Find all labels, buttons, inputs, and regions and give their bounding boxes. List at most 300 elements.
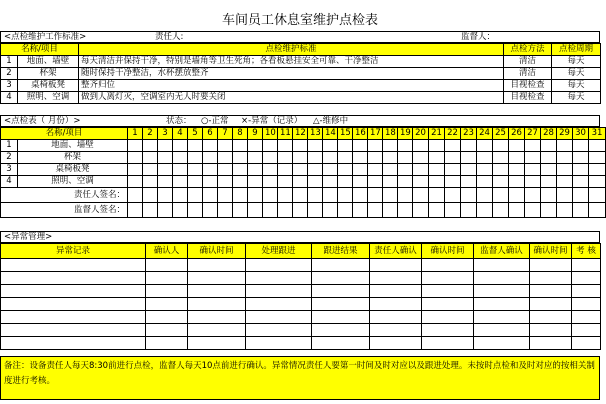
check-cell[interactable]	[461, 140, 477, 152]
abnormal-cell[interactable]	[246, 285, 312, 298]
check-cell[interactable]	[557, 164, 573, 176]
checklist-label: <点检表（ 月份）>	[4, 116, 81, 126]
check-cell[interactable]	[218, 176, 233, 188]
abnormal-cell[interactable]	[530, 272, 572, 285]
abnormal-cell[interactable]	[530, 285, 572, 298]
signature-cell[interactable]	[323, 203, 338, 218]
check-cell[interactable]	[128, 164, 143, 176]
item-name: 桌椅板凳	[18, 80, 79, 92]
check-cell[interactable]	[338, 176, 353, 188]
check-cell[interactable]	[308, 140, 323, 152]
row-number: 4	[1, 176, 18, 188]
check-cell[interactable]	[429, 140, 445, 152]
check-cell[interactable]	[188, 164, 203, 176]
item-name: 照明、空调	[18, 92, 79, 104]
check-cell[interactable]	[477, 140, 493, 152]
check-cell[interactable]	[383, 152, 398, 164]
abnormal-cell[interactable]	[1, 259, 146, 272]
check-cell[interactable]	[218, 152, 233, 164]
signature-cell[interactable]	[525, 188, 541, 203]
abnormal-cell[interactable]	[530, 298, 572, 311]
check-cell[interactable]	[158, 164, 173, 176]
abnormal-cell[interactable]	[312, 285, 370, 298]
signature-cell[interactable]	[143, 203, 158, 218]
signature-cell[interactable]	[308, 188, 323, 203]
abnormal-cell[interactable]	[370, 298, 422, 311]
check-cell[interactable]	[143, 152, 158, 164]
check-cell[interactable]	[278, 140, 293, 152]
abnormal-cell[interactable]	[370, 324, 422, 337]
abnormal-cell[interactable]	[1, 298, 146, 311]
abnormal-cell[interactable]	[246, 337, 312, 350]
abnormal-cell[interactable]	[312, 298, 370, 311]
check-cell[interactable]	[158, 140, 173, 152]
signature-cell[interactable]	[173, 188, 188, 203]
check-cell[interactable]	[383, 176, 398, 188]
signature-cell[interactable]	[493, 203, 509, 218]
check-cell[interactable]	[509, 140, 525, 152]
signature-cell[interactable]	[293, 203, 308, 218]
check-cell[interactable]	[461, 164, 477, 176]
signature-cell[interactable]	[429, 188, 445, 203]
abnormal-cell[interactable]	[146, 324, 188, 337]
check-cell[interactable]	[323, 152, 338, 164]
abnormal-cell[interactable]	[188, 259, 246, 272]
check-cell[interactable]	[293, 176, 308, 188]
check-cell[interactable]	[158, 152, 173, 164]
item-cycle: 每天	[552, 92, 601, 104]
abnormal-cell[interactable]	[422, 285, 474, 298]
check-cell[interactable]	[173, 176, 188, 188]
signature-cell[interactable]	[429, 203, 445, 218]
signature-cell[interactable]	[173, 203, 188, 218]
check-cell[interactable]	[461, 152, 477, 164]
check-cell[interactable]	[278, 164, 293, 176]
check-cell[interactable]	[557, 140, 573, 152]
check-cell[interactable]	[429, 176, 445, 188]
signature-cell[interactable]	[188, 203, 203, 218]
abnormal-cell[interactable]	[246, 259, 312, 272]
abnormal-cell[interactable]	[246, 311, 312, 324]
check-cell[interactable]	[573, 176, 589, 188]
abnormal-cell[interactable]	[572, 324, 601, 337]
check-cell[interactable]	[368, 152, 383, 164]
day-header-cell: 1	[128, 128, 143, 140]
signature-cell[interactable]	[248, 203, 263, 218]
abnormal-cell[interactable]	[422, 337, 474, 350]
abnormal-cell[interactable]	[572, 285, 601, 298]
abnormal-cell[interactable]	[146, 272, 188, 285]
check-cell[interactable]	[308, 176, 323, 188]
item-method: 清洁	[504, 56, 552, 68]
signature-cell[interactable]	[203, 188, 218, 203]
check-cell[interactable]	[368, 140, 383, 152]
day-header-cell: 15	[338, 128, 353, 140]
legend-repair: △-维修中	[313, 116, 349, 126]
abnormal-col-header: 确认人	[146, 244, 188, 259]
check-cell[interactable]	[128, 152, 143, 164]
check-cell[interactable]	[293, 164, 308, 176]
check-cell[interactable]	[248, 164, 263, 176]
check-cell[interactable]	[143, 164, 158, 176]
signature-cell[interactable]	[128, 203, 143, 218]
abnormal-cell[interactable]	[530, 311, 572, 324]
responsible-signature-label: 责任人签名：	[1, 188, 128, 203]
abnormal-cell[interactable]	[146, 285, 188, 298]
abnormal-cell[interactable]	[572, 298, 601, 311]
signature-cell[interactable]	[308, 203, 323, 218]
check-cell[interactable]	[278, 176, 293, 188]
signature-cell[interactable]	[573, 188, 589, 203]
check-cell[interactable]	[589, 140, 606, 152]
signature-cell[interactable]	[525, 203, 541, 218]
abnormal-table	[0, 243, 601, 350]
item-name: 照明、空调	[18, 176, 128, 188]
check-cell[interactable]	[263, 140, 278, 152]
check-cell[interactable]	[233, 164, 248, 176]
signature-cell[interactable]	[293, 188, 308, 203]
abnormal-cell[interactable]	[146, 298, 188, 311]
abnormal-cell[interactable]	[146, 337, 188, 350]
abnormal-cell[interactable]	[474, 324, 530, 337]
abnormal-cell[interactable]	[474, 272, 530, 285]
check-cell[interactable]	[509, 176, 525, 188]
check-cell[interactable]	[589, 176, 606, 188]
check-cell[interactable]	[203, 164, 218, 176]
check-cell[interactable]	[203, 140, 218, 152]
check-cell[interactable]	[323, 164, 338, 176]
signature-cell[interactable]	[278, 188, 293, 203]
check-cell[interactable]	[445, 152, 461, 164]
abnormal-cell[interactable]	[572, 311, 601, 324]
check-cell[interactable]	[477, 176, 493, 188]
check-cell[interactable]	[557, 152, 573, 164]
standard-row	[1, 68, 601, 80]
signature-cell[interactable]	[477, 203, 493, 218]
abnormal-cell[interactable]	[474, 285, 530, 298]
check-cell[interactable]	[541, 152, 557, 164]
check-cell[interactable]	[338, 140, 353, 152]
check-cell[interactable]	[293, 140, 308, 152]
check-cell[interactable]	[398, 176, 413, 188]
abnormal-cell[interactable]	[370, 259, 422, 272]
abnormal-cell[interactable]	[474, 311, 530, 324]
col-header-name: 名称/项目	[1, 44, 79, 56]
abnormal-cell[interactable]	[312, 324, 370, 337]
check-cell[interactable]	[413, 176, 429, 188]
abnormal-cell[interactable]	[370, 311, 422, 324]
check-cell[interactable]	[263, 176, 278, 188]
abnormal-cell[interactable]	[572, 337, 601, 350]
check-cell[interactable]	[413, 164, 429, 176]
check-cell[interactable]	[445, 140, 461, 152]
signature-cell[interactable]	[263, 203, 278, 218]
signature-cell[interactable]	[233, 203, 248, 218]
check-cell[interactable]	[128, 140, 143, 152]
signature-cell[interactable]	[461, 188, 477, 203]
check-cell[interactable]	[429, 164, 445, 176]
abnormal-cell[interactable]	[188, 337, 246, 350]
check-cell[interactable]	[368, 176, 383, 188]
abnormal-row	[1, 298, 601, 311]
abnormal-cell[interactable]	[312, 259, 370, 272]
signature-cell[interactable]	[353, 188, 368, 203]
check-cell[interactable]	[173, 152, 188, 164]
signature-cell[interactable]	[398, 188, 413, 203]
standard-label: <点检维护工作标准>	[4, 32, 87, 42]
legend-normal: ○-正常	[201, 116, 229, 126]
check-cell[interactable]	[541, 164, 557, 176]
abnormal-cell[interactable]	[312, 311, 370, 324]
abnormal-cell[interactable]	[146, 259, 188, 272]
footer-note: 备注：设备责任人每天8:30前进行点检，监督人每天10点前进行确认。异常情况责任人要第一时间及时对应以及跟进处理。未按时点检和及时对应的按相关制度进行考核。	[0, 356, 600, 400]
check-cell[interactable]	[218, 140, 233, 152]
check-cell[interactable]	[278, 152, 293, 164]
abnormal-cell[interactable]	[246, 324, 312, 337]
signature-cell[interactable]	[278, 203, 293, 218]
signature-cell[interactable]	[128, 188, 143, 203]
signature-cell[interactable]	[353, 203, 368, 218]
day-header-cell: 7	[218, 128, 233, 140]
day-header-cell: 26	[509, 128, 525, 140]
check-cell[interactable]	[557, 176, 573, 188]
check-cell[interactable]	[477, 152, 493, 164]
abnormal-cell[interactable]	[246, 298, 312, 311]
signature-cell[interactable]	[541, 203, 557, 218]
check-cell[interactable]	[233, 176, 248, 188]
signature-cell[interactable]	[368, 188, 383, 203]
signature-cell[interactable]	[338, 188, 353, 203]
check-cell[interactable]	[248, 140, 263, 152]
checklist-row	[1, 176, 606, 188]
check-cell[interactable]	[573, 164, 589, 176]
check-cell[interactable]	[203, 152, 218, 164]
signature-cell[interactable]	[158, 188, 173, 203]
signature-cell[interactable]	[203, 203, 218, 218]
check-cell[interactable]	[248, 152, 263, 164]
check-cell[interactable]	[413, 152, 429, 164]
check-cell[interactable]	[353, 176, 368, 188]
abnormal-cell[interactable]	[246, 272, 312, 285]
day-header-cell: 25	[493, 128, 509, 140]
signature-cell[interactable]	[233, 188, 248, 203]
item-name: 地面、墙壁	[18, 140, 128, 152]
check-cell[interactable]	[477, 164, 493, 176]
check-cell[interactable]	[248, 176, 263, 188]
signature-cell[interactable]	[557, 188, 573, 203]
check-cell[interactable]	[203, 176, 218, 188]
abnormal-cell[interactable]	[370, 285, 422, 298]
signature-cell[interactable]	[589, 203, 606, 218]
check-cell[interactable]	[158, 176, 173, 188]
signature-cell[interactable]	[398, 203, 413, 218]
check-cell[interactable]	[398, 140, 413, 152]
check-cell[interactable]	[188, 140, 203, 152]
check-cell[interactable]	[308, 152, 323, 164]
check-cell[interactable]	[353, 164, 368, 176]
signature-cell[interactable]	[477, 188, 493, 203]
check-cell[interactable]	[218, 164, 233, 176]
signature-cell[interactable]	[509, 188, 525, 203]
day-header-cell: 4	[173, 128, 188, 140]
check-cell[interactable]	[509, 152, 525, 164]
signature-cell[interactable]	[383, 203, 398, 218]
abnormal-col-header: 考 核	[572, 244, 601, 259]
abnormal-cell[interactable]	[1, 272, 146, 285]
item-method: 清洁	[504, 68, 552, 80]
abnormal-col-header: 跟进结果	[312, 244, 370, 259]
abnormal-cell[interactable]	[312, 337, 370, 350]
signature-cell[interactable]	[383, 188, 398, 203]
abnormal-cell[interactable]	[1, 311, 146, 324]
check-cell[interactable]	[573, 152, 589, 164]
check-cell[interactable]	[493, 152, 509, 164]
check-cell[interactable]	[398, 164, 413, 176]
abnormal-cell[interactable]	[188, 272, 246, 285]
check-cell[interactable]	[541, 140, 557, 152]
check-cell[interactable]	[525, 152, 541, 164]
signature-cell[interactable]	[445, 203, 461, 218]
check-cell[interactable]	[338, 152, 353, 164]
signature-cell[interactable]	[445, 188, 461, 203]
row-number: 3	[1, 80, 18, 92]
check-cell[interactable]	[589, 152, 606, 164]
abnormal-cell[interactable]	[312, 272, 370, 285]
check-cell[interactable]	[398, 152, 413, 164]
signature-cell[interactable]	[323, 188, 338, 203]
signature-cell[interactable]	[188, 188, 203, 203]
check-cell[interactable]	[493, 164, 509, 176]
check-cell[interactable]	[413, 140, 429, 152]
abnormal-cell[interactable]	[188, 311, 246, 324]
check-cell[interactable]	[525, 176, 541, 188]
check-cell[interactable]	[368, 164, 383, 176]
check-cell[interactable]	[353, 140, 368, 152]
signature-cell[interactable]	[557, 203, 573, 218]
check-cell[interactable]	[308, 164, 323, 176]
check-cell[interactable]	[493, 176, 509, 188]
signature-cell[interactable]	[589, 188, 606, 203]
abnormal-cell[interactable]	[1, 337, 146, 350]
check-cell[interactable]	[263, 164, 278, 176]
check-cell[interactable]	[233, 140, 248, 152]
abnormal-cell[interactable]	[370, 337, 422, 350]
check-cell[interactable]	[461, 176, 477, 188]
check-cell[interactable]	[188, 176, 203, 188]
signature-cell[interactable]	[143, 188, 158, 203]
check-cell[interactable]	[445, 164, 461, 176]
day-header-cell: 17	[368, 128, 383, 140]
check-cell[interactable]	[338, 164, 353, 176]
abnormal-cell[interactable]	[188, 285, 246, 298]
day-header-cell: 2	[143, 128, 158, 140]
abnormal-col-header: 确认时间	[188, 244, 246, 259]
check-cell[interactable]	[233, 152, 248, 164]
signature-cell[interactable]	[413, 188, 429, 203]
check-cell[interactable]	[525, 164, 541, 176]
item-name: 杯架	[18, 68, 79, 80]
signature-cell[interactable]	[218, 188, 233, 203]
checklist-row	[1, 164, 606, 176]
abnormal-cell[interactable]	[370, 272, 422, 285]
abnormal-cell[interactable]	[474, 298, 530, 311]
check-cell[interactable]	[383, 164, 398, 176]
check-cell[interactable]	[173, 140, 188, 152]
check-cell[interactable]	[173, 164, 188, 176]
check-cell[interactable]	[429, 152, 445, 164]
signature-row	[1, 188, 606, 203]
check-cell[interactable]	[143, 176, 158, 188]
check-cell[interactable]	[323, 140, 338, 152]
abnormal-cell[interactable]	[1, 285, 146, 298]
check-cell[interactable]	[541, 176, 557, 188]
abnormal-label: <异常管理>	[4, 232, 53, 242]
col-header-cycle: 点检周期	[552, 44, 601, 56]
signature-cell[interactable]	[413, 203, 429, 218]
signature-cell[interactable]	[248, 188, 263, 203]
signature-cell[interactable]	[541, 188, 557, 203]
item-standard: 每天清洁并保持干净，特别是墙角等卫生死角；各看板悬挂安全可靠、干净整洁	[79, 56, 504, 68]
check-cell[interactable]	[293, 152, 308, 164]
abnormal-cell[interactable]	[530, 259, 572, 272]
check-cell[interactable]	[525, 140, 541, 152]
abnormal-cell[interactable]	[530, 324, 572, 337]
abnormal-cell[interactable]	[422, 298, 474, 311]
abnormal-cell[interactable]	[572, 259, 601, 272]
abnormal-cell[interactable]	[572, 272, 601, 285]
check-cell[interactable]	[445, 176, 461, 188]
check-cell[interactable]	[263, 152, 278, 164]
check-cell[interactable]	[589, 164, 606, 176]
abnormal-cell[interactable]	[1, 324, 146, 337]
abnormal-cell[interactable]	[422, 272, 474, 285]
signature-cell[interactable]	[338, 203, 353, 218]
day-header-cell: 24	[477, 128, 493, 140]
signature-cell[interactable]	[509, 203, 525, 218]
day-header-cell: 27	[525, 128, 541, 140]
check-cell[interactable]	[188, 152, 203, 164]
signature-cell[interactable]	[368, 203, 383, 218]
check-cell[interactable]	[353, 152, 368, 164]
check-cell[interactable]	[143, 140, 158, 152]
signature-cell[interactable]	[218, 203, 233, 218]
row-number: 3	[1, 164, 18, 176]
abnormal-cell[interactable]	[422, 324, 474, 337]
check-cell[interactable]	[509, 164, 525, 176]
abnormal-cell[interactable]	[474, 259, 530, 272]
signature-cell[interactable]	[158, 203, 173, 218]
signature-cell[interactable]	[573, 203, 589, 218]
check-cell[interactable]	[493, 140, 509, 152]
signature-cell[interactable]	[493, 188, 509, 203]
abnormal-cell[interactable]	[188, 324, 246, 337]
abnormal-cell[interactable]	[422, 259, 474, 272]
signature-cell[interactable]	[461, 203, 477, 218]
check-cell[interactable]	[128, 176, 143, 188]
abnormal-cell[interactable]	[474, 337, 530, 350]
check-cell[interactable]	[323, 176, 338, 188]
checklist-table	[0, 127, 606, 218]
abnormal-cell[interactable]	[146, 311, 188, 324]
item-standard: 随时保持干净整洁，水杯摆放整齐	[79, 68, 504, 80]
item-name: 桌椅板凳	[18, 164, 128, 176]
abnormal-cell[interactable]	[530, 337, 572, 350]
check-cell[interactable]	[383, 140, 398, 152]
signature-cell[interactable]	[263, 188, 278, 203]
check-cell[interactable]	[573, 140, 589, 152]
abnormal-cell[interactable]	[188, 298, 246, 311]
abnormal-cell[interactable]	[422, 311, 474, 324]
